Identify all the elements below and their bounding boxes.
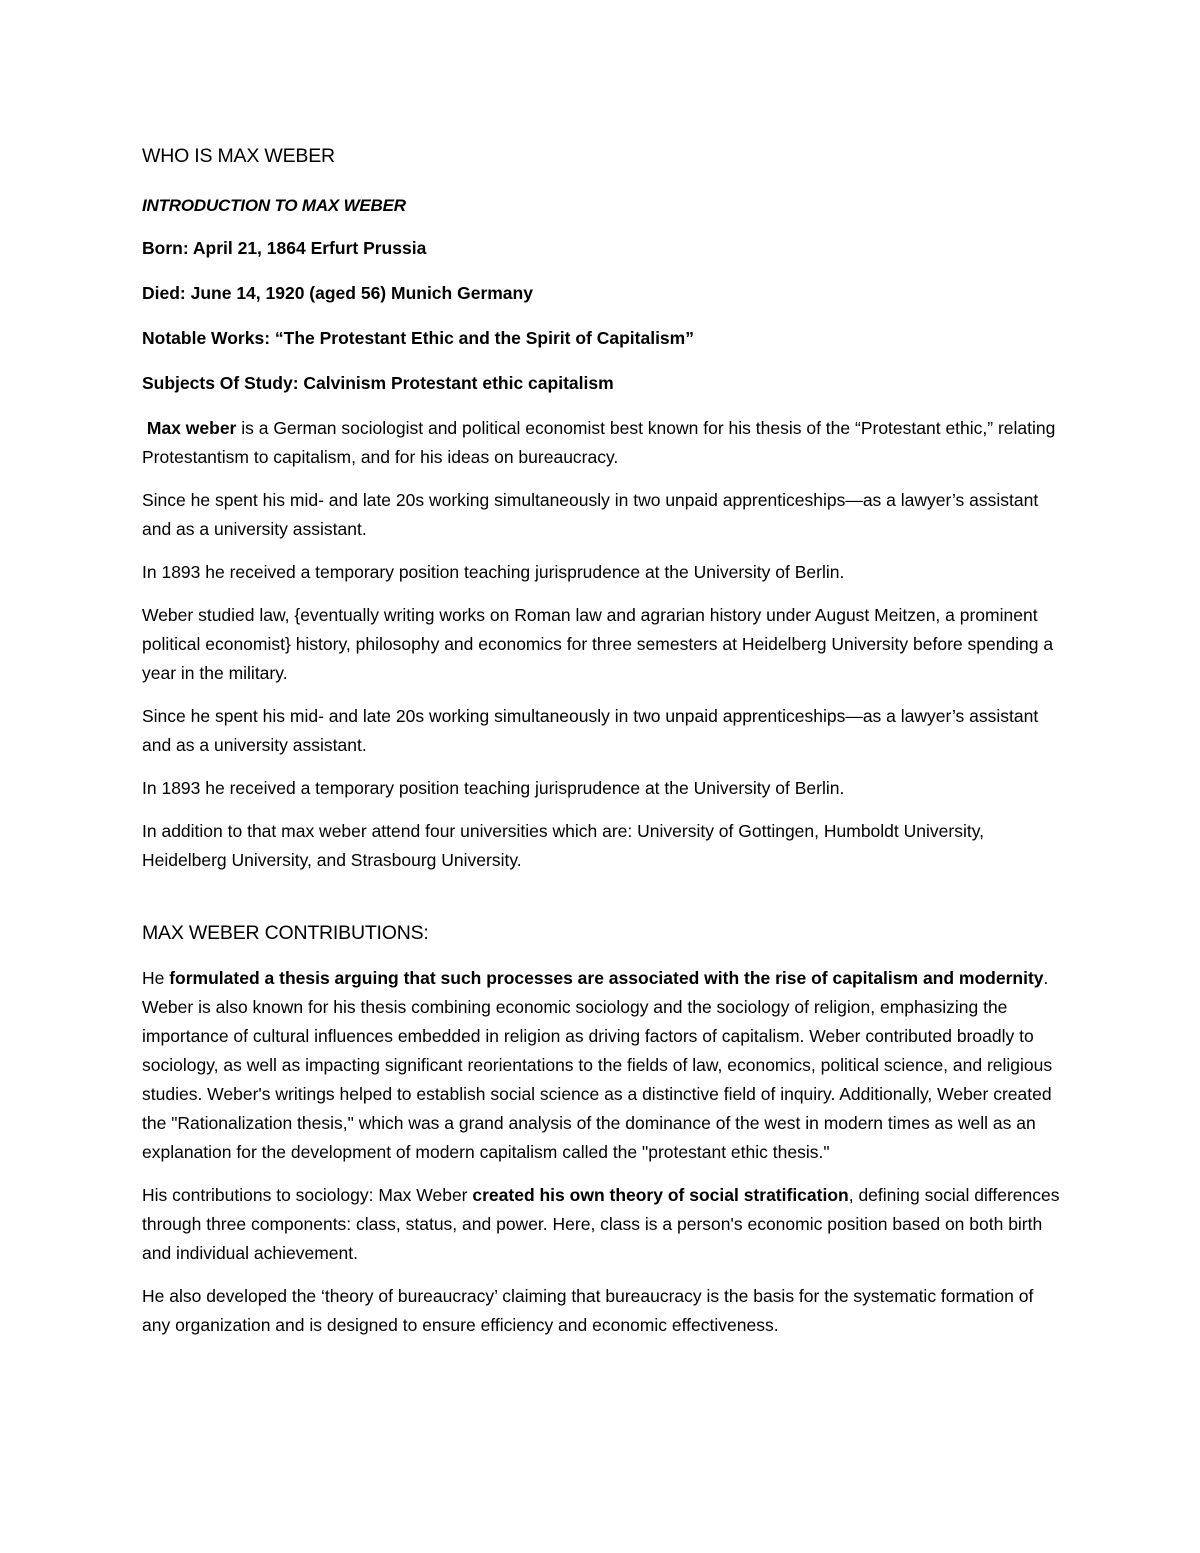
c2-bold: created his own theory of social stratification (472, 1185, 849, 1205)
c1-bold: formulated a thesis arguing that such processes are associated with the rise of capitalism and modernity (169, 968, 1044, 988)
apprenticeship-paragraph-2: Since he spent his mid- and late 20s working simultaneously in two unpaid apprenticeships—as a lawyer’s assistant and as a university assistant. (142, 706, 1039, 755)
document-title: WHO IS MAX WEBER (142, 145, 335, 167)
studied-paragraph: Weber studied law, {eventually writing works on Roman law and agrarian history under August Meitzen, a prominent political economist} history, philosophy and economics for three semesters at Heidelberg University before spending a year in the military. (142, 605, 1054, 683)
contributions-paragraph-1 (142, 964, 1064, 1167)
universities-paragraph: In addition to that max weber attend four universities which are: University of Gottingen, Humboldt University, Heidelberg University, and Strasbourg University. (142, 821, 985, 870)
c1-start: He (142, 968, 170, 988)
subjects-line: Subjects Of Study: Calvinism Protestant ethic capitalism (142, 373, 614, 393)
intro-text: is a German sociologist and political economist best known for his thesis of the “Protestant ethic,” relating Protestantism to capitalism, and for his ideas on bureaucracy. (142, 418, 1056, 467)
born-line: Born: April 21, 1864 Erfurt Prussia (142, 238, 427, 258)
berlin-paragraph-1: In 1893 he received a temporary position teaching jurisprudence at the University of Berlin. (142, 562, 845, 582)
document-subtitle: INTRODUCTION TO MAX WEBER (142, 196, 406, 215)
intro-paragraph (142, 414, 1064, 472)
notable-works-line: Notable Works: “The Protestant Ethic and the Spirit of Capitalism” (142, 328, 694, 348)
berlin-paragraph-2: In 1893 he received a temporary position teaching jurisprudence at the University of Berlin. (142, 778, 845, 798)
contributions-paragraph-2 (142, 1181, 1064, 1268)
c1-text: . Weber is also known for his thesis combining economic sociology and the sociology of religion, emphasizing the importance of cultural influences embedded in religion as driving factors of capitalism. Weber contributed broadly to sociology, as well as impacting significant reorientations to the fields of law, economics, political science, and religious studies. Weber's writings helped to establish social science as a distinctive field of inquiry. Additionally, Weber created the "Rationalization thesis," which was a grand analysis of the dominance of the west in modern times as well as an explanation for the development of modern capitalism called the "protestant ethic thesis." (142, 968, 1053, 1162)
c2-start: His contributions to sociology: Max Weber (142, 1185, 473, 1205)
contributions-heading: MAX WEBER CONTRIBUTIONS: (142, 922, 429, 944)
contributions-paragraph-3: He also developed the ‘theory of bureaucracy’ claiming that bureaucracy is the basis for the systematic formation of any organization and is designed to ensure efficiency and economic effectiveness. (142, 1286, 1034, 1335)
c2-text: , defining social differences through three components: class, status, and power. Here, class is a person's economic position based on both birth and individual achievement. (142, 1185, 1060, 1263)
intro-bold: Max weber (146, 418, 237, 438)
died-line: Died: June 14, 1920 (aged 56) Munich Germany (142, 283, 533, 303)
apprenticeship-paragraph-1: Since he spent his mid- and late 20s working simultaneously in two unpaid apprenticeships—as a lawyer’s assistant and as a university assistant. (142, 490, 1039, 539)
